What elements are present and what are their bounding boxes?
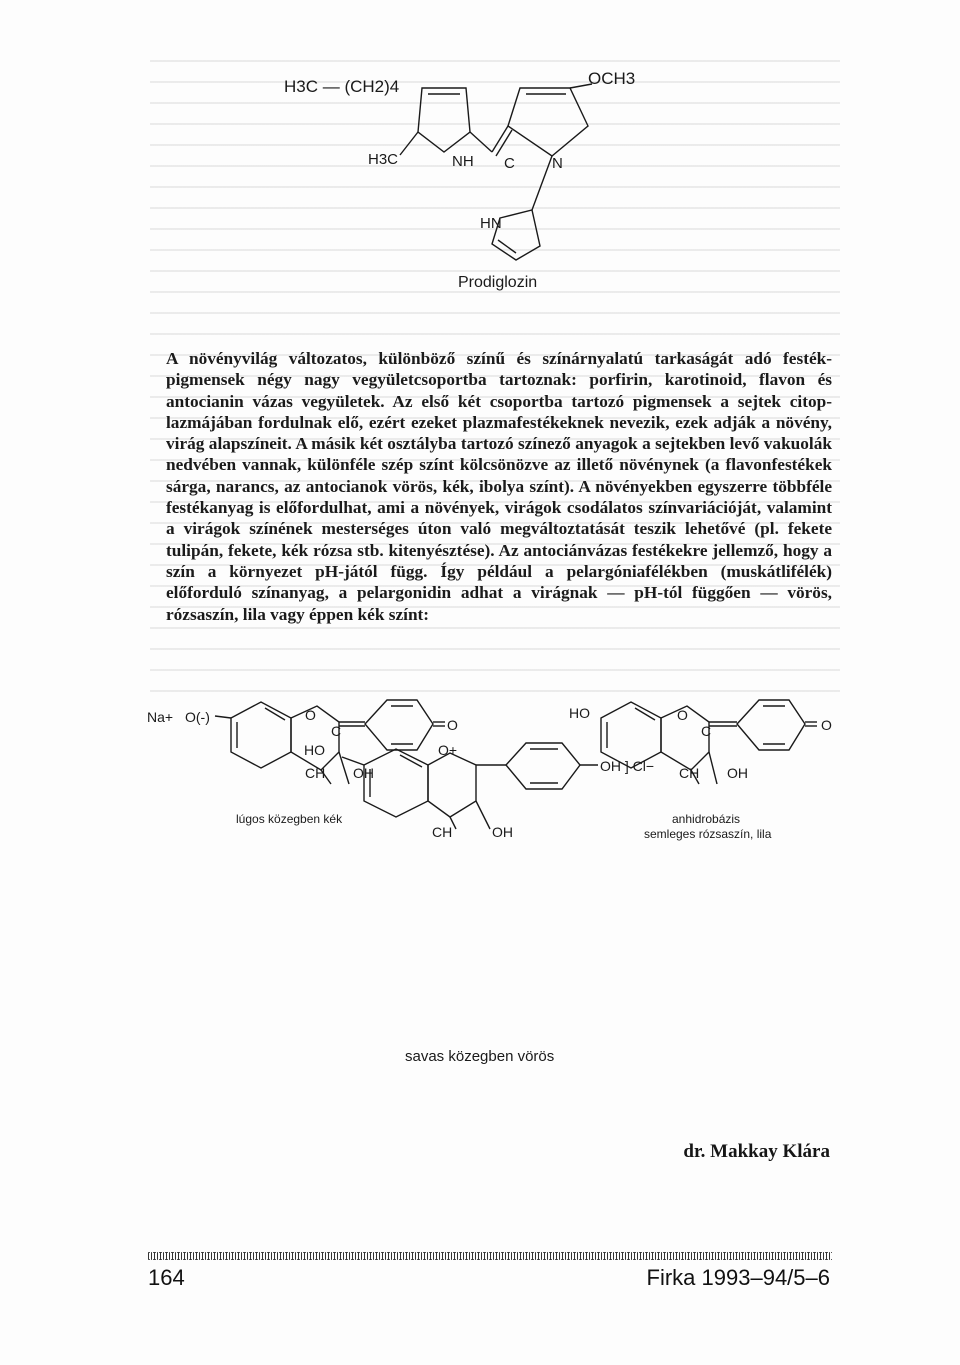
footer-divider <box>148 1252 832 1260</box>
formula-label: HO <box>304 742 325 758</box>
acidic-caption: savas közegben vörös <box>405 1048 555 1065</box>
formula-label: OH <box>727 765 748 781</box>
formula-label: HO <box>569 705 590 721</box>
formula-label: O+ <box>438 742 458 758</box>
formula-label: HN <box>480 215 502 232</box>
formula-label: CH <box>305 765 326 781</box>
formula-label: OH ] Cl− <box>600 758 655 774</box>
formula-label: OH <box>353 765 374 781</box>
author-signature: dr. Makkay Klára <box>683 1141 830 1162</box>
formula-label: CH <box>432 824 453 840</box>
anhydrobase-caption-2: semleges rózsaszín, lila <box>644 827 772 841</box>
formula-label: O <box>447 717 458 733</box>
journal-title: Firka 1993–94/5–6 <box>646 1265 830 1290</box>
acidic-structure <box>300 725 655 855</box>
formula-label: OCH3 <box>588 69 636 88</box>
formula-label: O <box>677 707 688 723</box>
formula-label: NH <box>452 153 474 170</box>
alkaline-caption: lúgos közegben kék <box>236 812 343 826</box>
formula-label: O <box>305 707 316 723</box>
body-paragraph: A növényvilág változatos, különböző színű és színárnyalatú tarkaságát adó festékpigmensek négy nagy vegyületcsoportba tartoznak: porfirin, karotinoid, flavon és antocianin vázas vegyületek. Az első két csoportba tartozó pigmensek a sejtek citoplazmájában fordulnak elő, ezért ezeket plazmafestékeknek nevezik, ezek adják a növény, virág alapszíneit. A másik két osztályba tartozó színező anyagok a sejtekben levő vakuolák nedvében vannak, különféle szép színt kölcsönözve az illető növénynek (a flavonfestékek sárga, narancs, az antocianok vörös, kék, ibolya színt). A növényekben egyszerre többféle festékanyag is előfordulhat, ami a növények, virágok csodálatos színvariációját, valamint a virágok színének mesterséges úton való megváltoztatását teszik lehetővé (pl. fekete tulipán, fekete, kék rózsa stb. kitenyésztése). Az antociánvázas festékekre jellemző, hogy a szín a környezet pH-jától függ. Így például a pelargóniafélékben (muskátlifélék) előforduló színanyag, a pelargonidin adhat a virágnak — pH-tól függően — vörös, rózsaszín, lila vagy éppen kék színt: <box>166 349 832 624</box>
formula-label: CH <box>679 765 700 781</box>
formula-label: O <box>821 717 832 733</box>
formula-label: Na+ <box>147 709 174 725</box>
formula-label: C <box>331 723 342 739</box>
page-number: 164 <box>148 1265 185 1290</box>
formula-label: H3C <box>368 151 399 168</box>
formula-label: C <box>504 155 515 172</box>
prodigiozin-caption: Prodiglozin <box>458 274 538 291</box>
formula-label: H3C — (CH2)4 <box>284 77 400 96</box>
formula-label: OH <box>492 824 513 840</box>
formula-label: C <box>701 723 712 739</box>
formula-label: N <box>552 155 563 172</box>
formula-label: O(-) <box>185 709 210 725</box>
anhydrobase-caption-1: anhidrobázis <box>672 812 741 826</box>
prodigiozin-structure <box>270 60 636 300</box>
